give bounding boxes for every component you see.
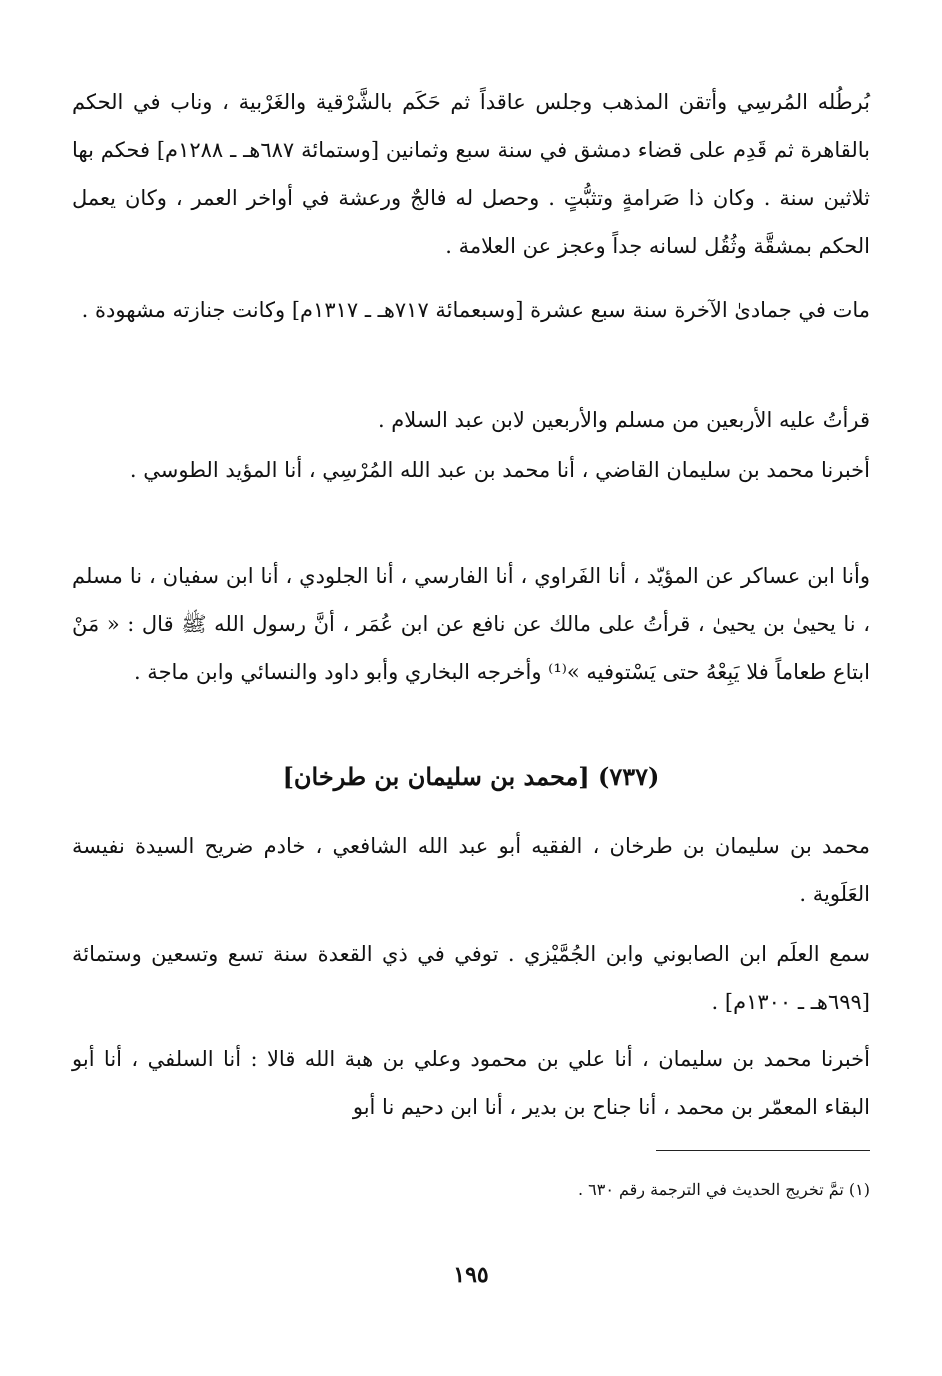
paragraph-biography-continued: بُرطُله المُرسِي وأتقن المذهب وجلس عاقداً ثم حَكَم بالشَّرْقية والغَرْبية ، وناب في الحكم بالقاهرة ثم قَدِم على قضاء دمشق في سنة سبع وثمانين [وستمائة ٦٨٧هـ ـ ١٢٨٨م] فحكم بها ثلاثين سنة . وكان ذا صَرامةٍ وتثبُّتٍ . وحصل له فالجٌ ورعشة في أواخر العمر ، وكان يعمل الحكم بمشقَّة وثُقُل لسانه جداً وعجز عن العلامة .: [72, 90, 871, 258]
paragraph-isnad-1: أخبرنا محمد بن سليمان القاضي ، أنا محمد بن عبد الله المُرْسِي ، أنا المؤيد الطوسي .: [129, 458, 870, 482]
paragraph-isnad-2: أخبرنا محمد بن سليمان ، أنا علي بن محمود وعلي بن هبة الله قالا : أنا السلفي ، أنا أبو البقاء المعمّر بن محمد ، أنا جناح بن بدير ، أنا ابن دحيم نا أبو: [72, 1047, 870, 1119]
page-number: ١٩٥: [453, 1262, 489, 1288]
footnote: (١) تمَّ تخريج الحديث في الترجمة رقم ٦٣٠ .: [577, 1180, 870, 1199]
entry-heading: (٧٣٧) [محمد بن سليمان بن طرخان]: [282, 762, 660, 791]
footnote-divider: [656, 1150, 870, 1151]
paragraph-readings: قرأتُ عليه الأربعين من مسلم والأربعين لابن عبد السلام .: [377, 408, 870, 432]
paragraph-entry-intro: محمد بن سليمان بن طرخان ، الفقيه أبو عبد الله الشافعي ، خادم ضريح السيدة نفيسة العَلَوية .: [72, 834, 870, 906]
paragraph-entry-death: سمع العلَم ابن الصابوني وابن الجُمَّيْزي . توفي في ذي القعدة سنة تسع وتسعين وستمائة [٦٩٩هـ ـ ١٣٠٠م] .: [72, 942, 870, 1014]
paragraph-hadith: وأنا ابن عساكر عن المؤيّد ، أنا الفَراوي ، أنا الفارسي ، أنا الجلودي ، أنا ابن سفيان ، نا مسلم ، نا يحيىٰ بن يحيىٰ ، قرأتُ على مالك عن نافع عن ابن عُمَر ، أنَّ رسول الله ﷺ قال : « مَنْ ابتاع طعاماً فلا يَبِعْهُ حتى يَسْتوفيه »⁽¹⁾ وأخرجه البخاري وأبو داود والنسائي وابن ماجة .: [72, 564, 870, 684]
paragraph-death-date: مات في جمادىٰ الآخرة سنة سبع عشرة [وسبعمائة ٧١٧هـ ـ ١٣١٧م] وكانت جنازته مشهودة .: [81, 298, 870, 322]
